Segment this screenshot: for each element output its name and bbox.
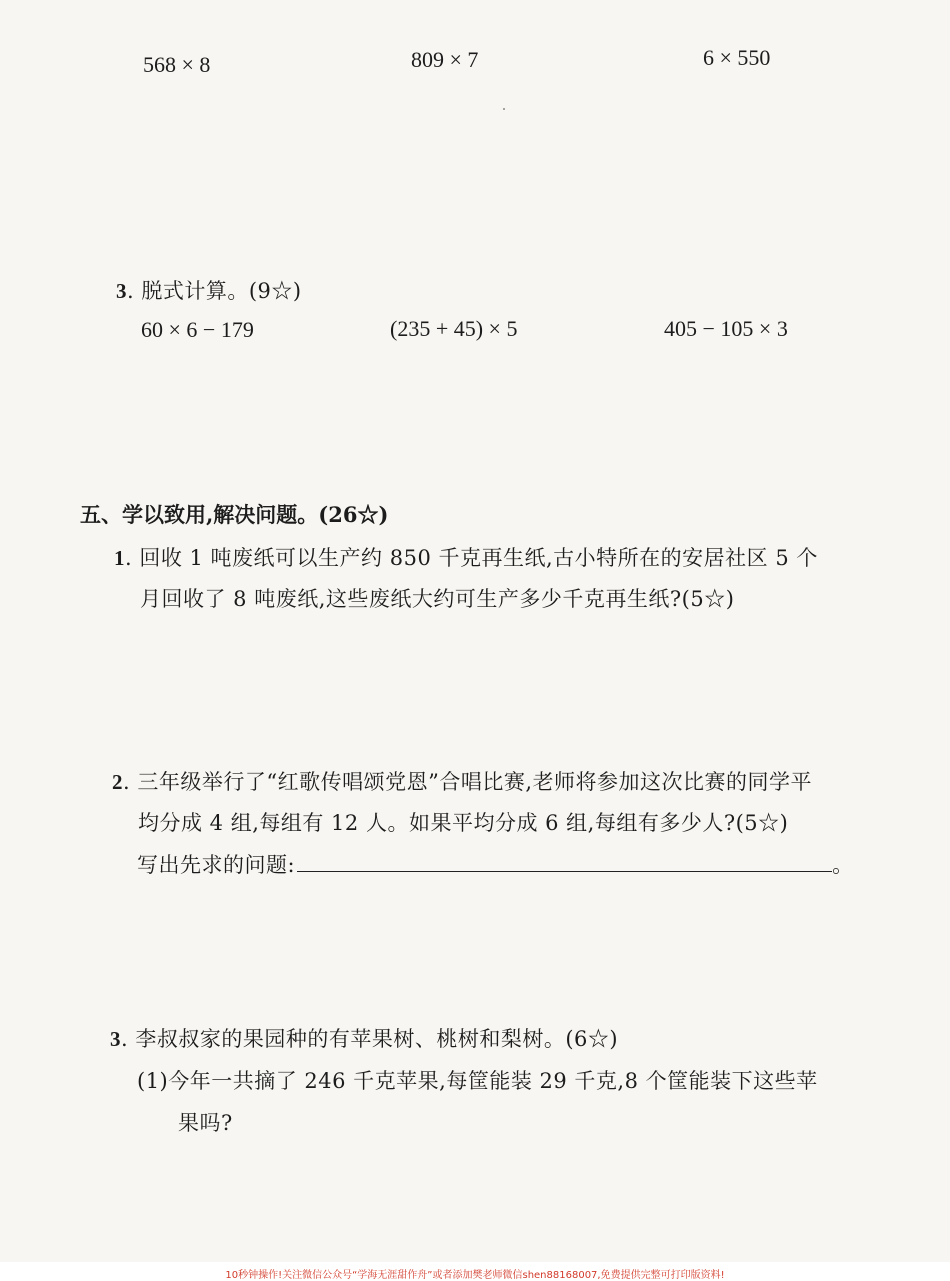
q2-line3-end: 。 bbox=[832, 853, 854, 877]
part3-title-text: . 脱式计算。(9☆) bbox=[127, 279, 302, 303]
q3-sub1-line2: 果吗? bbox=[178, 1111, 233, 1135]
stray-dot bbox=[503, 108, 505, 110]
q1-line2: 月回收了 8 吨废纸,这些废纸大约可生产多少千克再生纸?(5☆) bbox=[140, 587, 735, 611]
q3-number: 3 bbox=[110, 1027, 121, 1051]
q2-number: 2 bbox=[112, 770, 123, 794]
q2-line1-text: . 三年级举行了“红歌传唱颂党恩”合唱比赛,老师将参加这次比赛的同学平 bbox=[123, 770, 812, 794]
expression-6x550: 6 × 550 bbox=[703, 45, 771, 70]
expression-568x8: 568 × 8 bbox=[143, 52, 211, 77]
expression-235-45x5: (235 + 45) × 5 bbox=[390, 316, 518, 341]
q2-line3 bbox=[137, 849, 854, 879]
expression-405-105x3: 405 − 105 × 3 bbox=[664, 316, 788, 341]
expression-60x6-179: 60 × 6 − 179 bbox=[141, 317, 254, 342]
section5-heading: 五、学以致用,解决问题。(26☆) bbox=[80, 502, 389, 527]
q1-number: 1 bbox=[114, 546, 125, 570]
q3-line1 bbox=[110, 1023, 618, 1053]
q2-line1 bbox=[112, 766, 812, 796]
expression-809x7: 809 × 7 bbox=[411, 47, 479, 72]
q1-line1-text: . 回收 1 吨废纸可以生产约 850 千克再生纸,古小特所在的安居社区 5 个 bbox=[125, 546, 818, 570]
footer-notice: 10秒钟操作!关注微信公众号“学海无涯甜作舟”或者添加樊老师微信shen88168007,免费提供完整可打印版资料! bbox=[225, 1270, 725, 1281]
q3-line1-text: . 李叔叔家的果园种的有苹果树、桃树和梨树。(6☆) bbox=[121, 1027, 619, 1051]
q3-sub1-line1: (1)今年一共摘了 246 千克苹果,每筐能装 29 千克,8 个筐能装下这些苹 bbox=[137, 1069, 818, 1093]
q1-line1 bbox=[114, 542, 818, 572]
q2-answer-blank[interactable] bbox=[297, 853, 832, 872]
q2-question-label: 写出先求的问题: bbox=[137, 853, 296, 877]
part3-number: 3 bbox=[116, 279, 127, 303]
q2-line2: 均分成 4 组,每组有 12 人。如果平均分成 6 组,每组有多少人?(5☆) bbox=[138, 811, 789, 835]
part3-title bbox=[116, 275, 302, 305]
